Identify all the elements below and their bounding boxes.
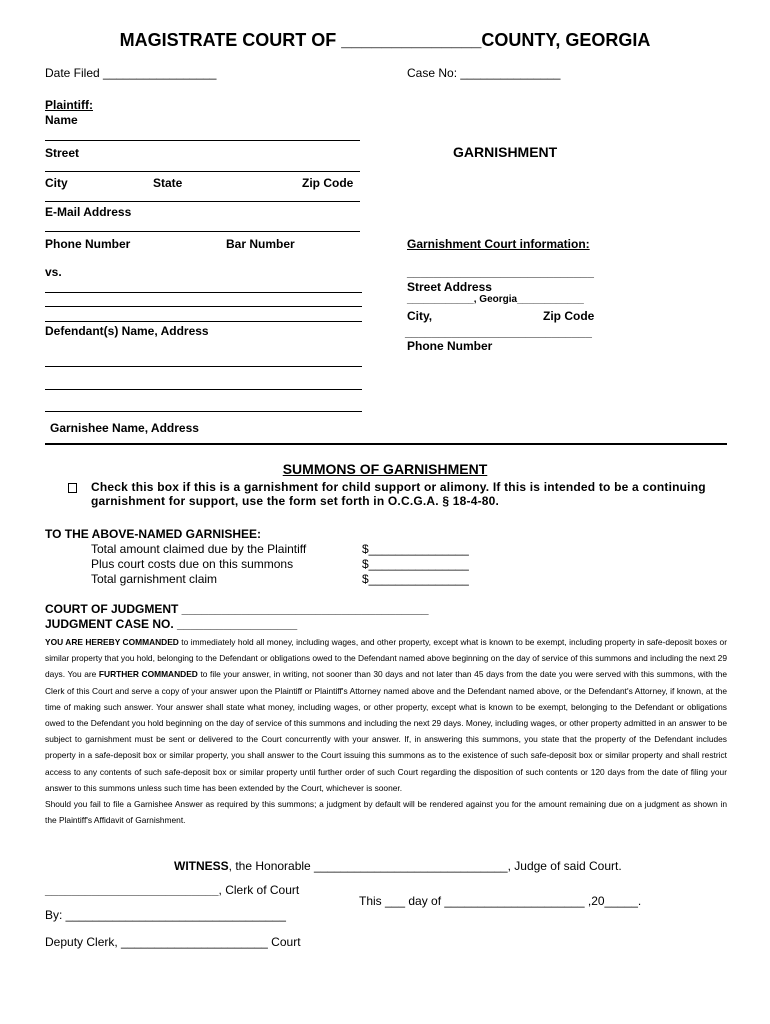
plaintiff-email-label: E-Mail Address — [45, 205, 132, 219]
body-part-1: to immediately hold all money, including wages, and other property, except what is known to be exempt, including property in safe-deposit boxes or similar property that you hold, belonging to the Defendant or obligations owed to the Defendant named above beginning on the day of service of this summons and including the next 29 days. You are — [45, 637, 727, 680]
plaintiff-heading: Plaintiff: — [45, 98, 93, 112]
case-number-field: Case No: _______________ — [407, 66, 561, 80]
plaintiff-state-label: State — [153, 176, 183, 190]
court-city-label: City, — [407, 309, 433, 323]
defendant-line-2 — [45, 306, 362, 307]
summons-body-paragraph — [45, 634, 727, 796]
georgia-label: Georgia — [476, 294, 518, 305]
total-claim-value: $_______________ — [362, 572, 469, 586]
plaintiff-street-line — [45, 171, 360, 172]
clerk-signature: __________________________, Clerk of Court — [45, 883, 300, 897]
defendant-line-1 — [45, 292, 362, 293]
garnishee-line-3 — [45, 411, 362, 412]
defendant-line-3 — [45, 321, 362, 322]
this-day-line: This ___ day of _____________________ ,20_____. — [359, 894, 642, 908]
georgia-line-right: ____________ — [517, 294, 584, 305]
court-info-heading: Garnishment Court information: — [407, 237, 590, 251]
default-judgment-paragraph: Should you fail to file a Garnishee Answer as required by this summons; a judgment by default will be rendered against you for the amount remaining due on a judgment as shown in the Plaintiff's Affidavit of Garnishment. — [45, 799, 727, 826]
garnishment-heading: GARNISHMENT — [453, 144, 558, 160]
plaintiff-email-line — [45, 231, 360, 232]
plaintiff-name-line — [45, 140, 360, 141]
checkbox-line-1: Check this box if this is a garnishment for child support or alimony. If this is intended to be a continuing — [91, 480, 706, 494]
georgia-line-left: ____________, — [407, 294, 477, 305]
court-name-blank: ____________________________ — [407, 265, 594, 279]
to-garnishee-heading: TO THE ABOVE-NAMED GARNISHEE: — [45, 527, 262, 541]
section-divider — [45, 443, 727, 445]
court-phone-label: Phone Number — [407, 339, 493, 353]
page-title: MAGISTRATE COURT OF ______________COUNTY, GEORGIA — [119, 30, 651, 50]
summons-heading — [0, 461, 770, 477]
deputy-clerk-signature: Deputy Clerk, ______________________ Court — [45, 935, 301, 949]
garnishee-line-1 — [45, 366, 362, 367]
defendant-label: Defendant(s) Name, Address — [45, 324, 209, 338]
commanded-lead: YOU ARE HEREBY COMMANDED — [45, 637, 179, 647]
versus-label: vs. — [45, 265, 62, 279]
witness-label: WITNESS — [174, 859, 229, 873]
judgment-case-number: JUDGMENT CASE NO. __________________ — [45, 617, 298, 631]
amount-claimed-label: Total amount claimed due by the Plaintiff — [91, 542, 307, 556]
plaintiff-bar-label: Bar Number — [226, 237, 295, 251]
total-claim-label: Total garnishment claim — [91, 572, 218, 586]
date-filed-field: Date Filed _________________ — [45, 66, 217, 80]
child-support-checkbox[interactable] — [68, 483, 77, 493]
witness-text: , the Honorable _____________________________, Judge of said Court. — [228, 859, 622, 873]
court-of-judgment: COURT OF JUDGMENT _____________________________________ — [45, 602, 429, 616]
summons-heading-text: SUMMONS OF GARNISHMENT — [282, 461, 488, 477]
plaintiff-name-label: Name — [45, 113, 78, 127]
court-costs-label: Plus court costs due on this summons — [91, 557, 294, 571]
georgia-row — [407, 294, 584, 305]
garnishee-line-2 — [45, 389, 362, 390]
garnishee-label: Garnishee Name, Address — [50, 421, 199, 435]
plaintiff-zip-label: Zip Code — [302, 176, 354, 190]
summons-body — [45, 634, 727, 828]
plaintiff-city-line — [45, 201, 360, 202]
further-commanded: FURTHER COMMANDED — [98, 669, 198, 680]
court-street-label: Street Address — [407, 280, 492, 294]
court-phone-blank: ____________________________ — [405, 325, 592, 339]
court-costs-value: $_______________ — [362, 557, 469, 571]
by-signature: By: _________________________________ — [45, 908, 286, 922]
body-part-2: to file your answer, in writing, not sooner than 30 days and not later than 45 days from the date you were served with this summons, with the Clerk of this Court and serve a copy of your answer upon the Plaintiff or Plaintiff's Attorney named above and the Defendant named above, or the Defendant's Attorney, if known, at the time of making such answer. Your answer shall state what money, including wages, or other property, except what is known to be exempt, belonging to the Defendant or obligations owed to the Defendant you hold beginning on the day of service of this summons and including the next 29 days. Money, including wages, or other property admitted in an answer to be subject to garnishment must be sent or delivered to the Court concurrently with your answer. If, in answering this summons, you state that the property of the Defendant includes property in a safe-deposit box or similar property, you shall answer to the Court issuing this summons as to the existence of such safe-deposit box or similar property and shall restrict access to any contents of such safe-deposit box or similar property until further order of such Court regarding the disposition of such contents or 120 days from the date of filing your answer to this summons unless such time has been extended by the Court, whichever is sooner. — [45, 669, 727, 793]
amount-claimed-value: $_______________ — [362, 542, 469, 556]
plaintiff-street-label: Street — [45, 146, 80, 160]
plaintiff-phone-label: Phone Number — [45, 237, 131, 251]
court-zip-label: Zip Code — [543, 309, 595, 323]
witness-line — [174, 859, 622, 873]
checkbox-line-2: garnishment for support, use the form set forth in O.C.G.A. § 18-4-80. — [91, 494, 500, 508]
plaintiff-city-label: City — [45, 176, 68, 190]
